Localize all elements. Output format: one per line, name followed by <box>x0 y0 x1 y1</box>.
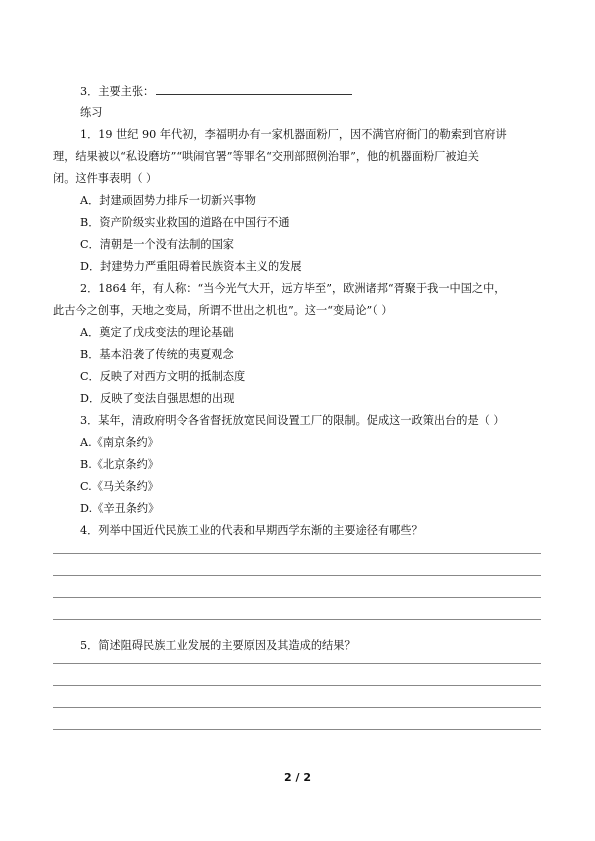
q4-answer-line-2[interactable] <box>53 575 541 576</box>
q5-question: 5．简述阻碍民族工业发展的主要原因及其造成的结果？ <box>80 639 356 652</box>
section-3-line <box>80 83 352 99</box>
q4-answer-line-3[interactable] <box>53 597 541 598</box>
q5-answer-line-2[interactable] <box>53 685 541 686</box>
q3-option-a: A.《南京条约》 <box>80 436 159 449</box>
q5-answer-line-4[interactable] <box>53 729 541 730</box>
q1-option-c: C．清朝是一个没有法制的国家 <box>80 238 234 251</box>
q1-line-3: 闭。这件事表明（ ） <box>53 172 158 185</box>
q5-answer-line-1[interactable] <box>53 663 541 664</box>
section-3-label: 3．主要主张： <box>80 85 155 98</box>
q4-question: 4．列举中国近代民族工业的代表和早期西学东渐的主要途径有哪些？ <box>80 524 423 537</box>
q5-answer-line-3[interactable] <box>53 707 541 708</box>
q3-option-b: B.《北京条约》 <box>80 458 159 471</box>
answer-blank[interactable] <box>156 83 352 95</box>
q1-line-1: 1．19 世纪 90 年代初，李福明办有一家机器面粉厂，因不满官府衙门的勒索到官府讲 <box>80 128 507 141</box>
q2-option-d: D．反映了变法自强思想的出现 <box>80 392 235 405</box>
q4-answer-line-1[interactable] <box>53 553 541 554</box>
q2-option-b: B．基本沿袭了传统的夷夏观念 <box>80 348 234 361</box>
q2-option-c: C．反映了对西方文明的抵制态度 <box>80 370 246 383</box>
q3-line-1: 3．某年，清政府明令各省督抚放宽民间设置工厂的限制。促成这一政策出台的是（ ） <box>80 414 505 427</box>
q1-option-a: A．封建顽固势力排斥一切新兴事物 <box>80 194 256 207</box>
q2-option-a: A．奠定了戊戌变法的理论基础 <box>80 326 234 339</box>
q1-option-d: D．封建势力严重阻碍着民族资本主义的发展 <box>80 260 302 273</box>
q2-line-2: 此古今之创事，天地之变局，所谓不世出之机也”。这一“变局论”（ ） <box>53 304 393 317</box>
q3-option-c: C.《马关条约》 <box>80 480 159 493</box>
q2-line-1: 2．1864 年，有人称：“当今光气大开，远方毕至”，欧洲诸邦“胥聚于我一中国之中， <box>80 282 506 295</box>
practice-heading: 练习 <box>80 106 103 119</box>
q1-line-2: 理，结果被以“私设磨坊”“哄闹官署”等罪名“交刑部照例治罪”，他的机器面粉厂被迫关 <box>53 150 479 163</box>
q1-option-b: B．资产阶级实业救国的道路在中国行不通 <box>80 216 290 229</box>
q4-answer-line-4[interactable] <box>53 619 541 620</box>
page-number: 2 / 2 <box>284 771 311 784</box>
q3-option-d: D.《辛丑条约》 <box>80 502 160 515</box>
